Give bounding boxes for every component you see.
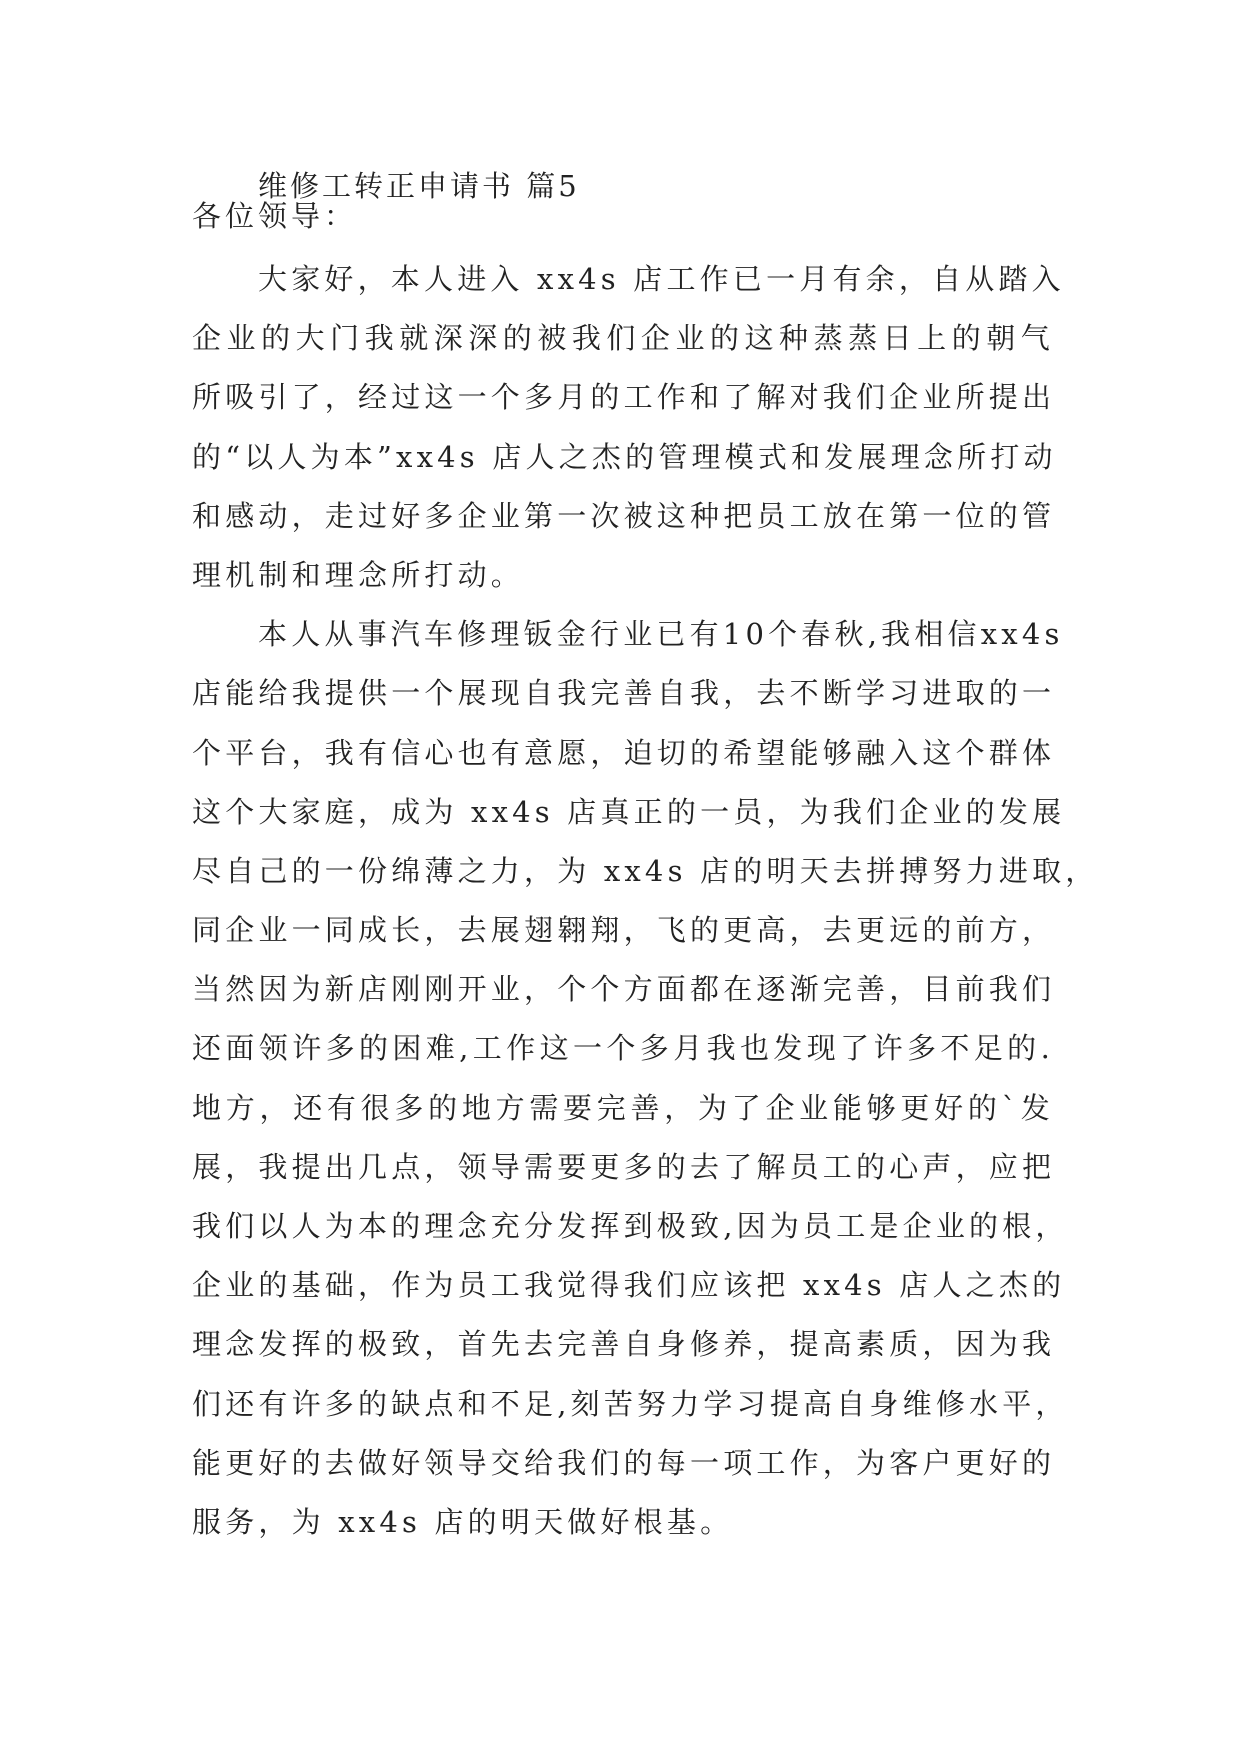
text-line: 企业的大门我就深深的被我们企业的这种蒸蒸日上的朝气: [192, 321, 1054, 356]
text-line: 所吸引了，经过这一个多月的工作和了解对我们企业所提出: [192, 380, 1056, 415]
text-line: 们还有许多的缺点和不足,刻苦努力学习提高自身维修水平，: [192, 1386, 1069, 1421]
text-line: 本人从事汽车修理钣金行业已有10个春秋,我相信xx4s: [258, 617, 1064, 652]
text-line: 和感动，走过好多企业第一次被这种把员工放在第一位的管: [192, 498, 1056, 533]
text-line: 理机制和理念所打动。: [192, 557, 525, 592]
text-line: 店能给我提供一个展现自我完善自我，去不断学习进取的一: [192, 676, 1056, 711]
text-line: 能更好的去做好领导交给我们的每一项工作，为客户更好的: [192, 1445, 1056, 1480]
text-line: 大家好，本人进入 xx4s 店工作已一月有余，自从踏入: [258, 262, 1065, 296]
text-line: 尽自己的一份绵薄之力，为 xx4s 店的明天去拼搏努力进取，: [192, 853, 1099, 888]
text-line: 理念发挥的极致，首先去完善自身修养，提高素质，因为我: [192, 1327, 1056, 1362]
text-line: 企业的基础，作为员工我觉得我们应该把 xx4s 店人之杰的: [192, 1268, 1066, 1303]
body-text: [192, 250, 1099, 1552]
text-line: 同企业一同成长，去展翅翱翔，飞的更高，去更远的前方，: [192, 913, 1056, 948]
text-line: 还面领许多的困难,工作这一个多月我也发现了许多不足的.: [192, 1031, 1054, 1066]
text-line: 这个大家庭，成为 xx4s 店真正的一员，为我们企业的发展: [192, 794, 1066, 829]
text-line: 地方，还有很多的地方需要完善，为了企业能够更好的`发: [192, 1090, 1054, 1125]
document-title: 维修工转正申请书 篇5: [258, 169, 580, 203]
text-line: 服务，为 xx4s 店的明天做好根基。: [192, 1504, 734, 1539]
text-line: 我们以人为本的理念充分发挥到极致,因为员工是企业的根，: [192, 1209, 1069, 1243]
text-line: 展，我提出几点，领导需要更多的去了解员工的心声，应把: [192, 1149, 1056, 1184]
salutation: 各位领导：: [192, 199, 358, 233]
text-line: 当然因为新店刚刚开业，个个方面都在逐渐完善，目前我们: [192, 972, 1056, 1007]
text-line: 的“以人为本”xx4s 店人之杰的管理模式和发展理念所打动: [192, 439, 1057, 474]
text-line: 个平台，我有信心也有意愿，迫切的希望能够融入这个群体: [192, 735, 1056, 770]
